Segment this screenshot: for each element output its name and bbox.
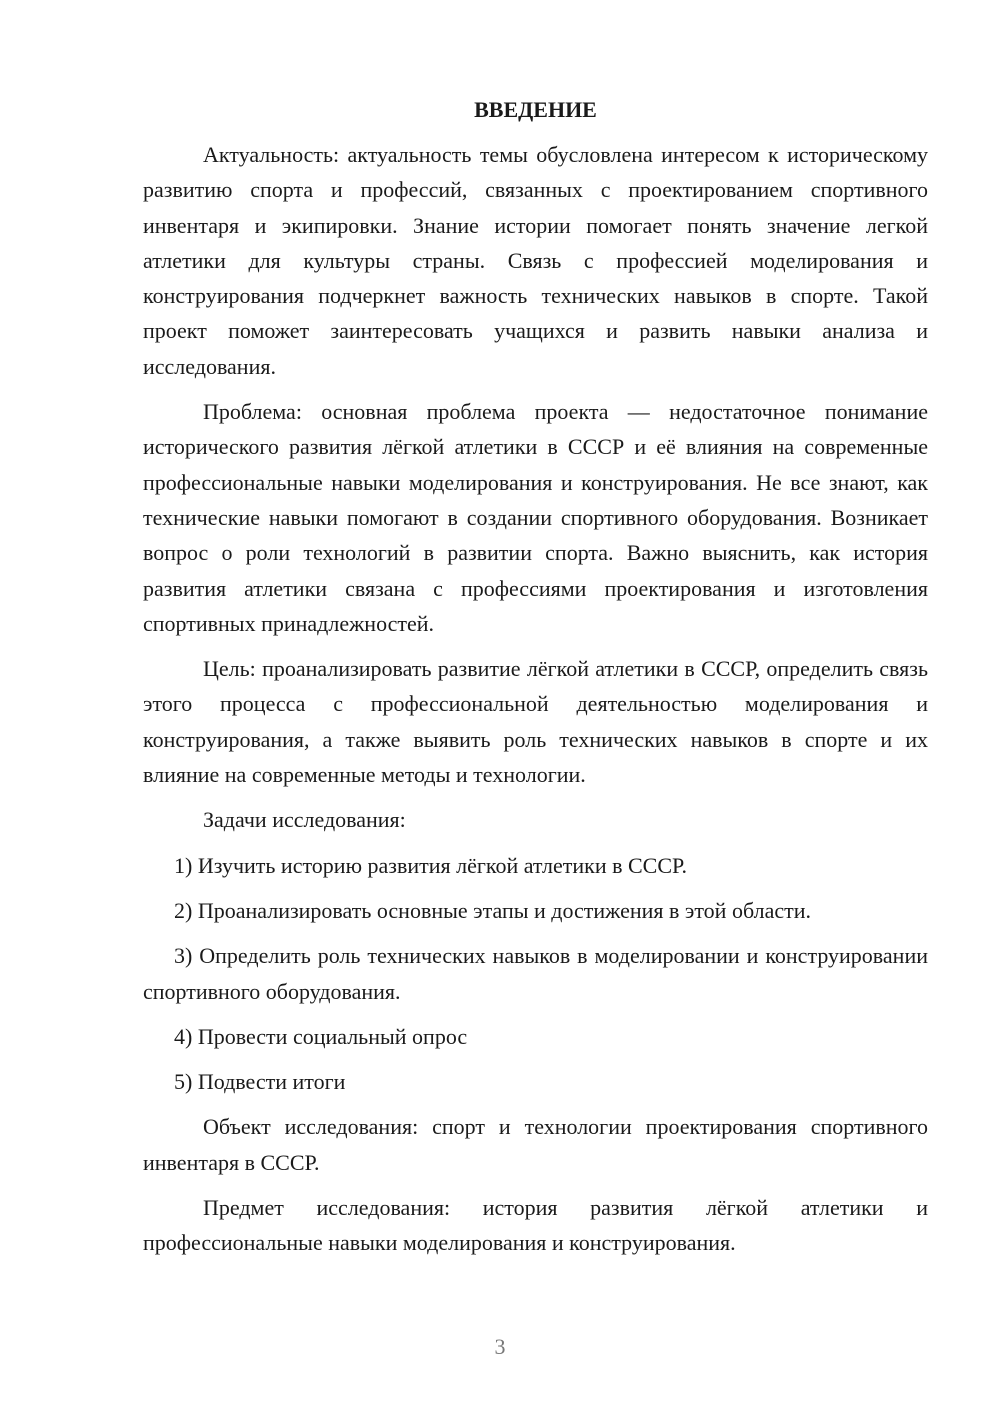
page-number: 3 bbox=[494, 1334, 506, 1359]
subject-paragraph: Предмет исследования: история развития лёгкой атлетики и профессиональные навыки моделирования и конструирования. bbox=[143, 1195, 928, 1256]
task-item-5: 5) Подвести итоги bbox=[174, 1069, 346, 1095]
relevance-paragraph: Актуальность: актуальность темы обусловлена интересом к историческому развитию спорта и профессий, связанных с проектированием спортивного инвентаря и экипировки. Знание истории помогает понять значение легкой атлетики для культуры страны. Связь с профессией моделирования и конструирования подчеркнет важность технических навыков в спорте. Такой проект поможет заинтересовать учащихся и развить навыки анализа и исследования. bbox=[143, 142, 928, 379]
problem-paragraph: Проблема: основная проблема проекта — недостаточное понимание исторического развития лёгкой атлетики в СССР и её влияния на современные профессиональные навыки моделирования и конструирования. Не все знают, как технические навыки помогают в создании спортивного оборудования. Возникает вопрос о роли технологий в развитии спорта. Важно выяснить, как история развития атлетики связана с профессиями проектирования и изготовления спортивных принадлежностей. bbox=[143, 399, 928, 636]
task-item-1: 1) Изучить историю развития лёгкой атлетики в СССР. bbox=[174, 852, 687, 878]
task-item-3: 3) Определить роль технических навыков в моделировании и конструировании спортивного оборудования. bbox=[143, 943, 928, 1004]
page-title: ВВЕДЕНИЕ bbox=[474, 97, 597, 122]
task-item-2: 2) Проанализировать основные этапы и достижения в этой области. bbox=[174, 897, 811, 923]
goal-paragraph: Цель: проанализировать развитие лёгкой атлетики в СССР, определить связь этого процесса с профессиональной деятельностью моделирования и конструирования, а также выявить роль технических навыков в спорте и их влияние на современные методы и технологии. bbox=[143, 656, 928, 788]
tasks-heading: Задачи исследования: bbox=[203, 807, 406, 833]
task-item-4: 4) Провести социальный опрос bbox=[174, 1023, 468, 1049]
document-body bbox=[143, 92, 928, 1271]
object-paragraph: Объект исследования: спорт и технологии проектирования спортивного инвентаря в СССР. bbox=[143, 1114, 928, 1175]
